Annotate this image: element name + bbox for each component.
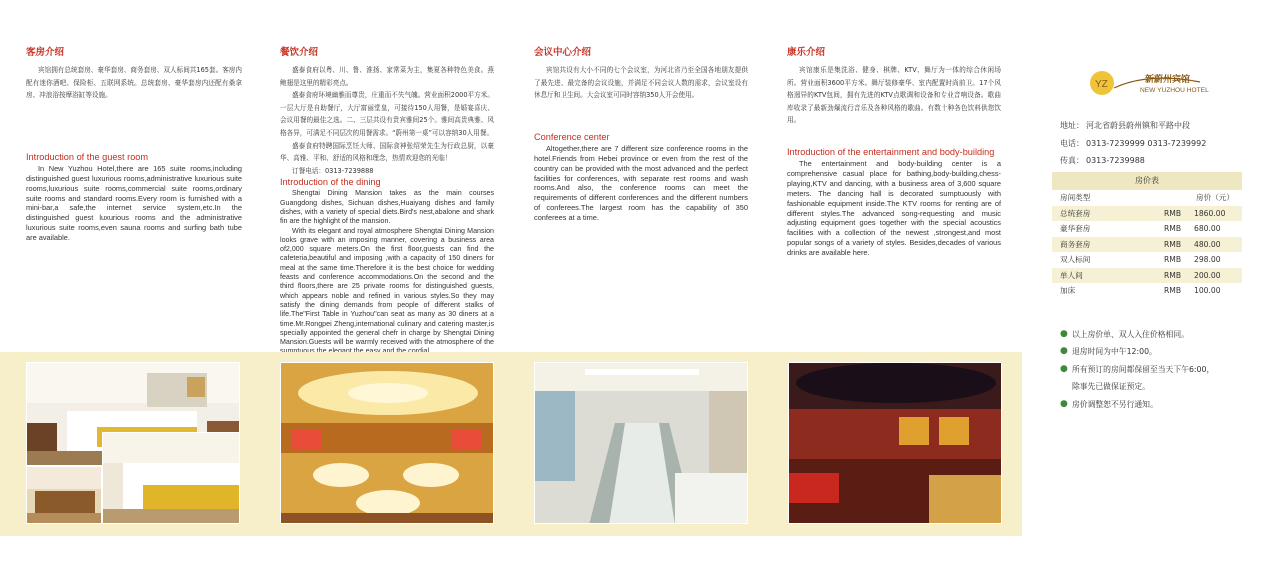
currency: RMB [1164,209,1182,218]
entertainment-photo [788,362,1002,524]
bullet-icon: ● [1060,363,1068,374]
fax-value: 0313-7239988 [1086,156,1145,165]
col-price: 房价（元） [1196,193,1234,202]
note-text: 所有预订的房间都保留至当天下午6:00， 除事先已做保证预定。 [1072,364,1215,392]
guest-room-en-text: In New Yuzhou Hotel,there are 165 suite rooms,including distinguished guest luxurious rooms,administrative luxurious suite rooms,luxurious suite rooms,commercial suite rooms,ordinary suite rooms and standard rooms.Every room is furnished with a mini-bar,a safe,the internet service system,etc.In the distinguished guest luxurious rooms and the administrative luxurious suite rooms,even sauna rooms and surfing bath tube are available. [26,163,242,243]
guest-room-zh-text: 宾馆拥有总统套房、豪华套房、商务套房、双人标间共165套。客房内配有迷你酒吧、保险柜、五联网系统。总统套房、豪华套房内还配有桑拿房、冲浪浴按摩浴缸等设施。 [26,66,242,100]
dining-zh-text: 盛泰食府以粤、川、鲁、淮扬、家常菜为主，集夏各种特色美食。燕鲍翅是这里的精彩亮点。 盛泰食府环境幽雅而尊贵，庄重而不失气魄。营业面积2000平方米。一层大厅是自助餐厅，大厅富丽堂皇，可接待150人用餐，是婚宴喜庆、会议用餐的最佳之选。二、三层共设有贵宾雅间25个。雅间高贵典雅、风格各异，可满足不同层次的用餐需求。“蔚州第一桌”可以容纳30人用餐。 盛泰食府特聘国际烹饪大师、国际食神张绍荣先生为行政总厨，以豪华、高雅、平和、舒适的风格和理念，热情欢迎您的光临！ 订餐电话：0313-7239888 [280,66,494,175]
price-table-row [1052,237,1242,252]
dining-photo [280,362,494,524]
conference-en-title: Conference center [534,131,610,142]
phone-line [1060,135,1206,153]
contact-info [1060,117,1206,170]
price-table-row [1052,268,1242,283]
fax-line [1060,152,1206,170]
conference-section [534,44,748,223]
note-item [1060,326,1260,343]
currency: RMB [1164,239,1182,249]
guest-room-en-title: Introduction of the guest room [26,151,149,162]
room-type: 单人间 [1060,270,1083,280]
hotel-name-cn: 新蔚州宾馆 [1145,75,1191,85]
note-text: 以上房价单、双人入住价格相同。 [1072,330,1189,339]
note-item [1060,361,1260,396]
room-type: 豪华套房 [1060,224,1091,234]
price-table-header [1052,190,1242,206]
guest-room-photo-large [102,432,240,524]
guest-room-zh-title: 客房介绍 [26,47,65,58]
address-line [1060,117,1206,135]
currency: RMB [1164,255,1182,265]
room-price: 480.00 [1194,239,1221,249]
entertainment-section [787,44,1001,258]
dining-en-title: Introduction of the dining [280,177,381,188]
conference-en-text: Altogether,there are 7 different size conference rooms in the hotel.Friends from Hebei province or even from the rest of the country can be provided with the most advanced and the perfect facilities for conferences, with separate rest rooms and wash rooms.And also, the conference rooms can meet the requirements of different conferences and the different numbers of conferees.The largest room has the capability of 350 conferees at a time. [534,143,748,223]
entertainment-en-text: The entertainment and body-building center is a comprehensive casual place for bathing,body-building,chess-playing,KTV and dancing, with a business area of 3,600 square meters. The dancing hall is decorated sumptuously with fashionable equipment inside.The KTV rooms for renting are of different styles.The advanced song-requesting and music adjusting equipment goes together with the special acoustics facilities with a collection of the newest ,strongest,and most popular songs of a variety of styles. Besides,decades of various drinks are available here. [787,158,1001,258]
conference-zh-title: 会议中心介绍 [534,47,592,58]
note-item [1060,396,1260,413]
conference-photo [534,362,748,524]
bullet-icon: ● [1060,346,1068,357]
currency: RMB [1164,285,1182,295]
note-item [1060,343,1260,360]
note-text: 房价调整恕不另行通知。 [1072,399,1158,409]
address-label: 地址： [1060,121,1084,130]
price-table-row [1052,252,1242,267]
guest-room-photo-small [26,466,102,524]
entertainment-en-title: Introduction of the entertainment and body-building [787,146,995,157]
fax-label: 传真： [1060,156,1084,165]
dining-section [280,44,494,357]
room-price: 680.00 [1194,224,1221,234]
notes-list [1060,326,1260,413]
price-table-rows [1052,206,1242,298]
conference-zh-text: 宾馆共设有大小不同的七个会议室，为河北省乃至全国各地朋友提供了最先进、最完备的会议设施，并满足不同会议人数的需求，会议室设有休息厅和卫生间。大会议室可同时容纳350人开会使用。 [534,66,748,100]
room-price: 200.00 [1194,270,1221,280]
room-type: 商务套房 [1060,239,1091,249]
price-table-title: 房价表 [1052,172,1242,190]
dining-zh-title: 餐饮介绍 [280,47,319,58]
entertainment-zh-title: 康乐介绍 [787,47,826,58]
col-room-type: 房间类型 [1060,193,1091,202]
hotel-name-en: NEW YUZHOU HOTEL [1140,87,1209,94]
price-table-row [1052,283,1242,298]
price-table-row [1052,206,1242,221]
address-value: 河北省蔚县蔚州镇和平路中段 [1086,121,1190,130]
note-text: 退房时间为中午12:00。 [1072,347,1157,357]
room-price: 298.00 [1194,255,1221,265]
price-table-row [1052,221,1242,236]
phone-value: 0313-7239999 0313-7239992 [1086,138,1207,148]
price-table [1052,172,1242,298]
logo-mark: YZ [1095,79,1108,90]
phone-label: 电话： [1060,138,1084,148]
bullet-icon: ● [1060,398,1068,409]
room-price: 1860.00 [1194,209,1226,218]
guest-room-section [26,44,242,243]
bullet-icon: ● [1060,329,1068,339]
entertainment-zh-text: 宾馆康乐是集洗浴、健身、棋牌、KTV、舞厅为一体的综合休闲场所。营业面积3600平方米。舞厅装修豪华、室内配置时尚前卫。17个风格迥异的KTV包间，拥有先进的KTV点歌调和设备和专业音响设备。歌曲库收录了最新劲爆流行音乐及各种风格的歌曲。有数十种各色饮料供您饮用。 [787,66,1001,125]
room-type: 双人标间 [1060,255,1091,265]
room-type: 总统套房 [1060,209,1091,218]
currency: RMB [1164,224,1182,234]
room-price: 100.00 [1194,285,1221,295]
room-type: 加床 [1060,285,1076,295]
currency: RMB [1164,270,1182,280]
dining-en-text: Shengtai Dining Mansion takes as the main courses Guangdong dishes, Sichuan dishes,Huaiyang dishes and family dishes, with a variety of special diets.Bird's nest,abalone and shark fin are the highlight of the mansion. With its elegant and royal atmosphere Shengtai Dining Mansion looks grave with an imposing manner, covering a business area of2,000 square meters.On the first floor,guests can find the cafeteria,beautiful and imposing ,with a capacity of 150 diners for meal at the same time.Therefore it is the best choice for wedding feasts and conference accommodations.On the second and the third floors,there are 25 private rooms for distinguished guests, which appears noble and refined in various styles.So they may satisfy the dining demands from people of different stalks of life.The"First Table in Yuzhou"can seat as many as 30 diners at a time.Mr.Rongpei Zheng,international culinary and catering master,is specially appointed the general chefr in charge by Shengtai Dining Mansion.Guests will be warmly received with the atmosphere of the [280,189,494,347]
